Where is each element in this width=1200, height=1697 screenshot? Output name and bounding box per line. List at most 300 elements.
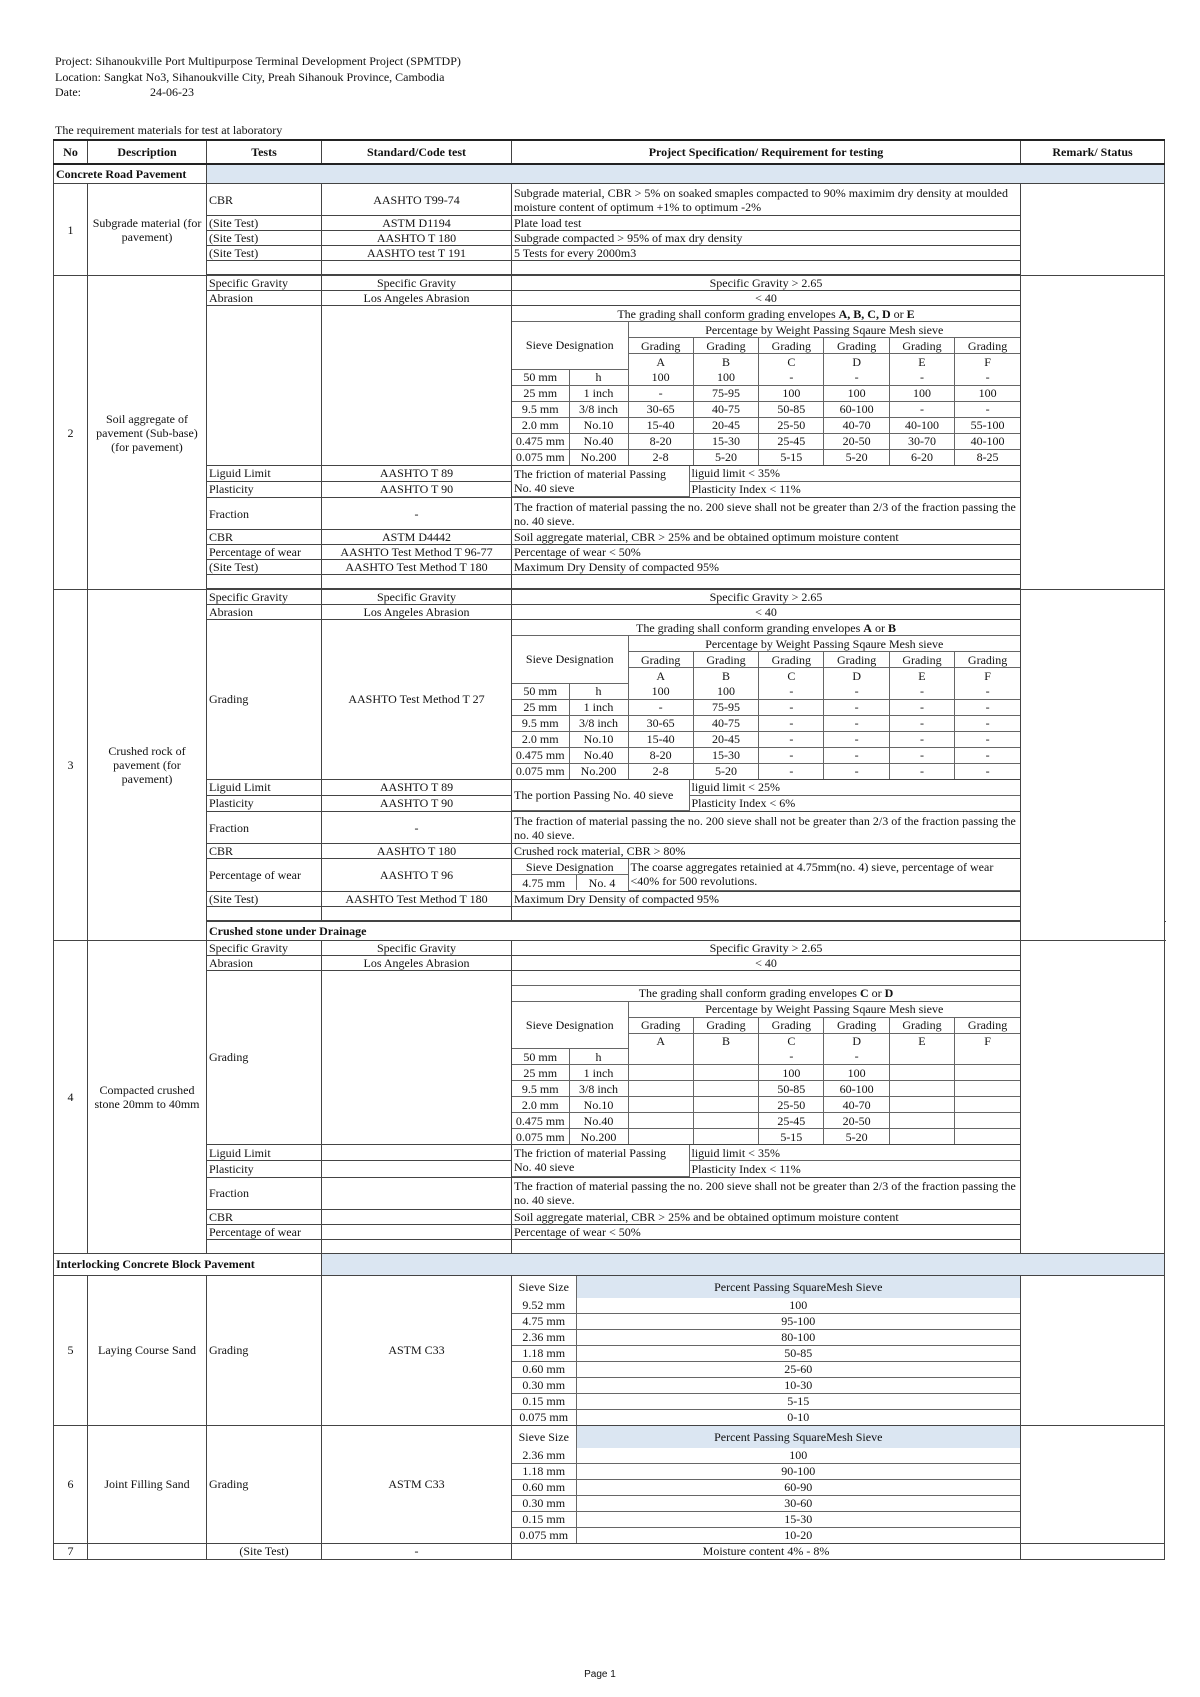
- sieve-size: 1.18 mm: [512, 1345, 576, 1361]
- item-description: Compacted crushed stone 20mm to 40mm: [88, 940, 207, 1253]
- wear-sieve-mm: 4.75 mm: [512, 875, 576, 891]
- sand-row: [512, 1511, 1020, 1527]
- grading-value: [889, 1049, 954, 1065]
- grading-head: Grading: [824, 338, 889, 354]
- standard-cell: [322, 306, 512, 466]
- test-cell: (Site Test): [207, 1543, 322, 1559]
- test-cell: Percentage of wear: [207, 859, 322, 892]
- grading-envelope-note: The grading shall conform granding envelopes A or B: [512, 620, 1020, 636]
- standard-cell: AASHTO Test Method T 27: [322, 620, 512, 780]
- grading-head: Grading: [955, 1017, 1020, 1033]
- sand-row: [512, 1361, 1020, 1377]
- section-title: Concrete Road Pavement: [54, 164, 207, 184]
- section-row: [54, 921, 1165, 940]
- test-cell: Grading: [207, 1425, 322, 1543]
- grading-value: [628, 1113, 693, 1129]
- item-no: 5: [54, 1275, 88, 1425]
- sieve-mm: 2.0 mm: [512, 1097, 569, 1113]
- standard-cell: Specific Gravity: [322, 590, 512, 605]
- grading-head: Grading: [889, 338, 954, 354]
- percent-passing: 10-30: [576, 1377, 1020, 1393]
- grading-value: 100: [628, 369, 693, 385]
- grading-value: [889, 1097, 954, 1113]
- grading-value: [889, 1129, 954, 1145]
- spec-cell: 5 Tests for every 2000m3: [512, 246, 1021, 261]
- grading-value: 100: [759, 1065, 824, 1081]
- sieve-mm: 9.5 mm: [512, 1081, 569, 1097]
- grading-head: Grading: [889, 1017, 954, 1033]
- test-cell: Liguid Limit: [207, 1145, 322, 1161]
- spec-cell: Specific Gravity > 2.65: [512, 276, 1021, 291]
- sieve-mm: 25 mm: [512, 1065, 569, 1081]
- grading-row: [512, 1129, 1020, 1145]
- grading-letter: F: [955, 354, 1020, 370]
- sieve-no: No.10: [569, 417, 628, 433]
- standard-cell: ASTM D4442: [322, 530, 512, 545]
- table-row: [54, 859, 1165, 892]
- col-tests: Tests: [207, 140, 322, 164]
- spec-cell: The fraction of material passing the no. 200 sieve shall not be greater than 2/3 of the fraction passing the no. 40 sieve.: [512, 1177, 1021, 1209]
- grading-value: 40-75: [693, 715, 758, 731]
- standard-cell: AASHTO Test Method T 180: [322, 560, 512, 575]
- spec-cell: Maximum Dry Density of compacted 95%: [512, 560, 1021, 575]
- sieve-size: 0.075 mm: [512, 1409, 576, 1425]
- grading-head: Grading: [759, 1017, 824, 1033]
- grading-letter: E: [889, 1033, 954, 1049]
- grading-value: 2-8: [628, 449, 693, 465]
- section-row: [54, 164, 1165, 184]
- spec-cell: Subgrade compacted > 95% of max dry density: [512, 231, 1021, 246]
- grading-head: Grading: [693, 338, 758, 354]
- grading-letter: F: [955, 668, 1020, 684]
- requirements-table: [53, 139, 1164, 1560]
- standard-cell: [322, 1224, 512, 1239]
- sand-row: [512, 1463, 1020, 1479]
- percent-passing: 95-100: [576, 1313, 1020, 1329]
- grading-value: [955, 1113, 1020, 1129]
- grading-table: [512, 620, 1020, 779]
- sand-row: [512, 1298, 1020, 1314]
- grading-value: [693, 1081, 758, 1097]
- sieve-mm: 0.475 mm: [512, 1113, 569, 1129]
- ll-spec: liguid limit < 35%: [689, 1145, 1020, 1161]
- sieve-no: No.40: [569, 433, 628, 449]
- sand-row: [512, 1409, 1020, 1425]
- grading-value: 6-20: [889, 449, 954, 465]
- standard-cell: [322, 1209, 512, 1224]
- table-row: [54, 620, 1165, 780]
- table-row: [54, 779, 1165, 795]
- grading-letter: F: [955, 1033, 1020, 1049]
- test-cell: (Site Test): [207, 246, 322, 261]
- remark-cell: [1021, 590, 1165, 941]
- sieve-no: 3/8 inch: [569, 401, 628, 417]
- grading-head: Grading: [628, 652, 693, 668]
- sieve-mm: 2.0 mm: [512, 417, 569, 433]
- grading-value: 40-100: [889, 417, 954, 433]
- item-description: [88, 1543, 207, 1559]
- standard-cell: Los Angeles Abrasion: [322, 605, 512, 620]
- spec-cell: The fraction of material passing the no. 200 sieve shall not be greater than 2/3 of the fraction passing the no. 40 sieve.: [512, 498, 1021, 530]
- intro-text: The requirement materials for test at laboratory: [55, 123, 283, 137]
- location-line: Location: Sangkat No3, Sihanoukville City, Preah Sihanouk Province, Cambodia: [55, 70, 445, 84]
- sieve-mm: 0.475 mm: [512, 433, 569, 449]
- table-row: [54, 291, 1165, 306]
- grading-value: -: [955, 401, 1020, 417]
- blank-cell: [512, 261, 1021, 275]
- grading-value: 25-50: [759, 1097, 824, 1113]
- sieve-mm: 2.0 mm: [512, 731, 569, 747]
- item-description: Laying Course Sand: [88, 1275, 207, 1425]
- table-row: [54, 940, 1165, 955]
- grading-row: [512, 1097, 1020, 1113]
- test-cell: Grading: [207, 620, 322, 780]
- grading-value: -: [824, 747, 889, 763]
- friction-text: The friction of material Passing No. 40 sieve: [512, 466, 689, 497]
- grading-value: 5-20: [824, 449, 889, 465]
- grading-value: -: [824, 715, 889, 731]
- percent-passing: 0-10: [576, 1409, 1020, 1425]
- test-cell: Grading: [207, 1275, 322, 1425]
- grading-letter: C: [759, 354, 824, 370]
- standard-cell: -: [322, 498, 512, 530]
- sieve-mm: 50 mm: [512, 1049, 569, 1065]
- grading-value: [955, 1049, 1020, 1065]
- blank-cell: [512, 575, 1021, 589]
- standard-cell: AASHTO Test Method T 180: [322, 891, 512, 906]
- percent-passing-head: Percent Passing SquareMesh Sieve: [576, 1426, 1020, 1448]
- grading-head: Grading: [628, 338, 693, 354]
- sieve-designation-head: Sieve Designation: [512, 322, 628, 370]
- grading-value: 25-45: [759, 1113, 824, 1129]
- sieve-designation-head: Sieve Designation: [512, 1001, 628, 1049]
- grading-row: [512, 433, 1020, 449]
- sieve-no: 3/8 inch: [569, 1081, 628, 1097]
- percent-passing: 100: [576, 1448, 1020, 1464]
- spec-cell: Soil aggregate material, CBR > 25% and be obtained optimum moisture content: [512, 1209, 1021, 1224]
- grading-value: [955, 1081, 1020, 1097]
- standard-cell: AASHTO T 180: [322, 231, 512, 246]
- blank-cell: [207, 575, 322, 589]
- section-shade: [207, 164, 1165, 184]
- grading-head: Grading: [759, 338, 824, 354]
- grading-head: Grading: [628, 1017, 693, 1033]
- grading-head: Grading: [759, 652, 824, 668]
- standard-cell: [322, 1145, 512, 1161]
- grading-value: -: [955, 683, 1020, 699]
- table-row: [54, 844, 1165, 859]
- table-row: [54, 184, 1165, 216]
- test-cell: CBR: [207, 530, 322, 545]
- percent-passing: 30-60: [576, 1495, 1020, 1511]
- grading-value: 20-45: [693, 417, 758, 433]
- sieve-mm: 9.5 mm: [512, 715, 569, 731]
- standard-cell: AASHTO T 180: [322, 844, 512, 859]
- grading-value: 50-85: [759, 1081, 824, 1097]
- blank-cell: [322, 261, 512, 275]
- wear-sieve-no: No. 4: [576, 875, 628, 891]
- grading-value: -: [955, 715, 1020, 731]
- table-row: [54, 1239, 1165, 1253]
- table-row: [54, 1275, 1165, 1425]
- remark-cell: [1021, 940, 1165, 1253]
- grading-spec: [512, 306, 1021, 466]
- grading-value: 15-30: [693, 433, 758, 449]
- grading-envelope-note: The grading shall conform grading envelopes C or D: [512, 985, 1020, 1001]
- grading-head: Grading: [889, 652, 954, 668]
- test-cell: Fraction: [207, 1177, 322, 1209]
- sand-row: [512, 1313, 1020, 1329]
- sieve-no: 1 inch: [569, 385, 628, 401]
- test-cell: (Site Test): [207, 560, 322, 575]
- date-value: 24-06-23: [150, 85, 194, 99]
- grading-value: [955, 1065, 1020, 1081]
- grading-value: 20-45: [693, 731, 758, 747]
- standard-cell: Los Angeles Abrasion: [322, 955, 512, 970]
- blank-cell: [322, 1239, 512, 1253]
- sieve-mm: 50 mm: [512, 369, 569, 385]
- page-number: Page 1: [584, 1669, 616, 1680]
- item-description: Soil aggregate of pavement (Sub-base) (for pavement): [88, 276, 207, 590]
- grading-value: 15-40: [628, 417, 693, 433]
- test-cell: Grading: [207, 970, 322, 1145]
- sieve-mm: 9.5 mm: [512, 401, 569, 417]
- sieve-size: 1.18 mm: [512, 1463, 576, 1479]
- grading-row: [512, 385, 1020, 401]
- project-line: Project: Sihanoukville Port Multipurpose Terminal Development Project (SPMTDP): [55, 54, 461, 68]
- col-description: Description: [88, 140, 207, 164]
- spec-cell: Percentage of wear < 50%: [512, 1224, 1021, 1239]
- blank-cell: [322, 575, 512, 589]
- blank-cell: [207, 1239, 322, 1253]
- section-title: Interlocking Concrete Block Pavement: [54, 1253, 322, 1275]
- item-description: Crushed rock of pavement (for pavement): [88, 590, 207, 941]
- standard-cell: -: [322, 812, 512, 844]
- grading-value: [693, 1129, 758, 1145]
- standard-cell: [322, 970, 512, 1145]
- grading-letter: C: [759, 668, 824, 684]
- date-line: [55, 85, 194, 100]
- test-cell: Abrasion: [207, 605, 322, 620]
- blank-cell: [207, 261, 322, 275]
- remark-cell: [1021, 1543, 1165, 1559]
- grading-letter: D: [824, 668, 889, 684]
- grading-value: -: [628, 699, 693, 715]
- table-row: [54, 216, 1165, 231]
- table-row: [54, 1543, 1165, 1559]
- sieve-size: 0.30 mm: [512, 1495, 576, 1511]
- sieve-size: 9.52 mm: [512, 1298, 576, 1314]
- table-row: [54, 812, 1165, 844]
- table-row: [54, 906, 1165, 920]
- grading-letter: D: [824, 1033, 889, 1049]
- grading-value: 2-8: [628, 763, 693, 779]
- standard-cell: ASTM C33: [322, 1425, 512, 1543]
- grading-value: -: [955, 763, 1020, 779]
- sieve-designation-head: Sieve Designation: [512, 636, 628, 684]
- section-shade: [322, 1253, 1165, 1275]
- grading-value: -: [955, 731, 1020, 747]
- grading-value: -: [759, 1049, 824, 1065]
- grading-value: [628, 1097, 693, 1113]
- grading-letter: B: [693, 668, 758, 684]
- blank-cell: [322, 906, 512, 920]
- grading-row: [512, 699, 1020, 715]
- table-row: [54, 1145, 1165, 1161]
- sand-row: [512, 1495, 1020, 1511]
- grading-value: 40-100: [955, 433, 1020, 449]
- date-label: Date:: [55, 85, 81, 99]
- sieve-mm: 0.075 mm: [512, 1129, 569, 1145]
- sieve-mm: 25 mm: [512, 699, 569, 715]
- grading-value: -: [824, 731, 889, 747]
- item-description: Joint Filling Sand: [88, 1425, 207, 1543]
- grading-value: 100: [824, 1065, 889, 1081]
- grading-value: 100: [693, 683, 758, 699]
- remark-cell: [1021, 184, 1165, 276]
- sieve-size: 0.60 mm: [512, 1479, 576, 1495]
- sieve-mm: 25 mm: [512, 385, 569, 401]
- grading-letter: A: [628, 354, 693, 370]
- wear-spec-text: The coarse aggregates retainied at 4.75mm(no. 4) sieve, percentage of wear <40% for 500 revolutions.: [628, 859, 1020, 890]
- grading-value: 100: [889, 385, 954, 401]
- table-row: [54, 246, 1165, 261]
- grading-value: -: [955, 699, 1020, 715]
- test-cell: Abrasion: [207, 955, 322, 970]
- spec-cell: Crushed rock material, CBR > 80%: [512, 844, 1021, 859]
- sand-spec: [512, 1275, 1021, 1425]
- item-no: 6: [54, 1425, 88, 1543]
- sand-row: [512, 1479, 1020, 1495]
- remark-cell: [1021, 276, 1165, 590]
- col-no: No: [54, 140, 88, 164]
- table-row: [54, 560, 1165, 575]
- grading-value: 55-100: [955, 417, 1020, 433]
- percentage-head: Percentage by Weight Passing Sqaure Mesh sieve: [628, 636, 1020, 652]
- table-row: [54, 465, 1165, 481]
- grading-table: [512, 971, 1020, 1145]
- grading-row: [512, 731, 1020, 747]
- sieve-no: No.40: [569, 747, 628, 763]
- sieve-size: 0.60 mm: [512, 1361, 576, 1377]
- sand-row: [512, 1448, 1020, 1464]
- grading-value: -: [889, 699, 954, 715]
- grading-value: 15-30: [693, 747, 758, 763]
- grading-value: 30-65: [628, 715, 693, 731]
- sieve-size: 0.15 mm: [512, 1511, 576, 1527]
- percent-passing: 60-90: [576, 1479, 1020, 1495]
- sieve-no: No.200: [569, 1129, 628, 1145]
- standard-cell: AASHTO T 96: [322, 859, 512, 892]
- standard-cell: -: [322, 1543, 512, 1559]
- grading-value: 50-85: [759, 401, 824, 417]
- standard-cell: ASTM C33: [322, 1275, 512, 1425]
- spec-cell: Percentage of wear < 50%: [512, 545, 1021, 560]
- grading-value: 5-20: [693, 449, 758, 465]
- spec-cell: < 40: [512, 291, 1021, 306]
- grading-row: [512, 417, 1020, 433]
- col-remark: Remark/ Status: [1021, 140, 1165, 164]
- test-cell: Liguid Limit: [207, 779, 322, 795]
- grading-letter: E: [889, 668, 954, 684]
- percent-passing: 25-60: [576, 1361, 1020, 1377]
- grading-value: -: [889, 763, 954, 779]
- section-row: [54, 1253, 1165, 1275]
- grading-value: [693, 1113, 758, 1129]
- grading-value: 40-70: [824, 417, 889, 433]
- grading-value: -: [759, 763, 824, 779]
- standard-cell: Specific Gravity: [322, 940, 512, 955]
- spec-cell: The fraction of material passing the no. 200 sieve shall not be greater than 2/3 of the fraction passing the no. 40 sieve.: [512, 812, 1021, 844]
- grading-value: [693, 1065, 758, 1081]
- grading-row: [512, 1049, 1020, 1065]
- sieve-size: 4.75 mm: [512, 1313, 576, 1329]
- standard-cell: [322, 1177, 512, 1209]
- grading-letter: B: [693, 354, 758, 370]
- table-row: [54, 891, 1165, 906]
- grading-value: 25-45: [759, 433, 824, 449]
- percentage-head: Percentage by Weight Passing Sqaure Mesh sieve: [628, 1001, 1020, 1017]
- sieve-no: 1 inch: [569, 699, 628, 715]
- grading-value: -: [759, 699, 824, 715]
- grading-value: [889, 1065, 954, 1081]
- table-row: [54, 590, 1165, 605]
- spec-cell: Soil aggregate material, CBR > 25% and be obtained optimum moisture content: [512, 530, 1021, 545]
- grading-value: -: [955, 369, 1020, 385]
- sieve-mm: 0.075 mm: [512, 449, 569, 465]
- grading-table: [512, 306, 1020, 465]
- table-row: [54, 1177, 1165, 1209]
- grading-value: [693, 1097, 758, 1113]
- test-cell: Plasticity: [207, 795, 322, 811]
- grading-value: -: [824, 763, 889, 779]
- percent-passing: 5-15: [576, 1393, 1020, 1409]
- table-header-row: [54, 140, 1165, 164]
- percent-passing: 100: [576, 1298, 1020, 1314]
- grading-value: 25-50: [759, 417, 824, 433]
- grading-value: [628, 1129, 693, 1145]
- grading-row: [512, 763, 1020, 779]
- standard-cell: AASHTO T 90: [322, 481, 512, 497]
- grading-value: -: [759, 369, 824, 385]
- grading-value: -: [889, 401, 954, 417]
- sieve-mm: 50 mm: [512, 683, 569, 699]
- percent-passing: 10-20: [576, 1527, 1020, 1543]
- spec-cell: Specific Gravity > 2.65: [512, 940, 1021, 955]
- standard-cell: AASHTO Test Method T 96-77: [322, 545, 512, 560]
- col-spec: Project Specification/ Requirement for testing: [512, 140, 1021, 164]
- spec-cell: < 40: [512, 605, 1021, 620]
- table-row: [54, 530, 1165, 545]
- grading-row: [512, 747, 1020, 763]
- grading-value: -: [759, 731, 824, 747]
- sand-row: [512, 1329, 1020, 1345]
- grading-value: 5-20: [824, 1129, 889, 1145]
- pi-spec: Plasticity Index < 6%: [689, 795, 1020, 811]
- portion-text: The portion Passing No. 40 sieve: [512, 780, 689, 811]
- sieve-size-head: Sieve Size: [512, 1426, 576, 1448]
- grading-value: -: [889, 369, 954, 385]
- grading-value: -: [824, 369, 889, 385]
- grading-row: [512, 449, 1020, 465]
- test-cell: Percentage of wear: [207, 545, 322, 560]
- sieve-no: h: [569, 683, 628, 699]
- grading-value: 5-20: [693, 763, 758, 779]
- grading-value: 100: [628, 683, 693, 699]
- grading-row: [512, 1081, 1020, 1097]
- standard-cell: AASHTO T 89: [322, 465, 512, 481]
- table-row: [54, 970, 1165, 1145]
